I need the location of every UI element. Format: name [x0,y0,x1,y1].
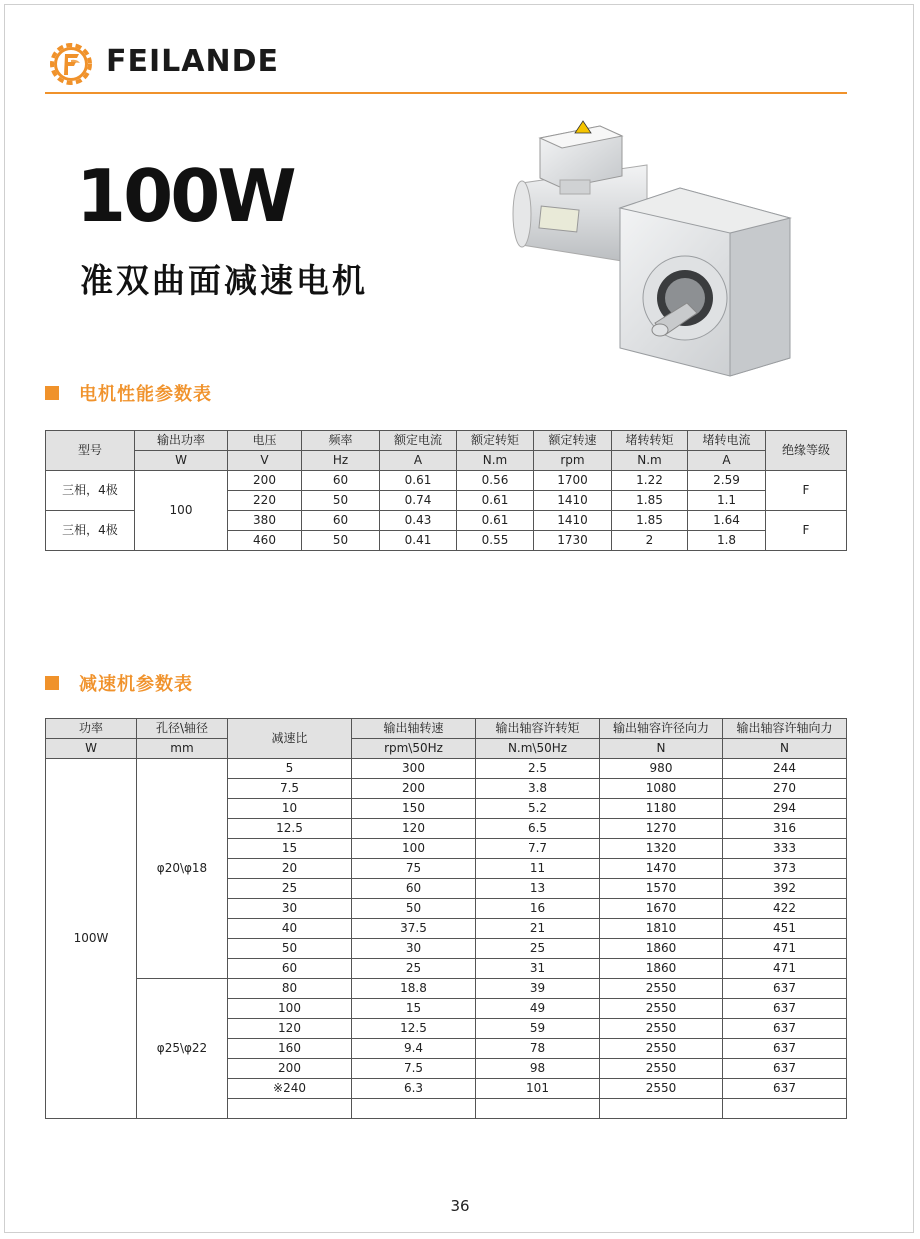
table-cell: 20 [228,859,352,879]
table-cell: 0.56 [457,471,534,491]
table-cell: 0.74 [380,491,457,511]
header-cell: 输出轴容许轴向力 [723,719,847,739]
table-cell: 2550 [600,999,723,1019]
table-cell: 39 [476,979,600,999]
header-cell: 堵转电流 [688,431,766,451]
table-cell: 2550 [600,1079,723,1099]
table-cell: 460 [228,531,302,551]
page-number: 36 [450,1197,470,1215]
table-cell: 50 [302,531,380,551]
table-cell: 2550 [600,979,723,999]
table-cell: 18.8 [352,979,476,999]
table-cell: 1410 [534,511,612,531]
power-cell: 100 [135,471,228,551]
brand-name: FEILANDE [106,44,279,79]
table-cell: 270 [723,779,847,799]
model-cell: 三相，4极 [46,471,135,511]
table-cell: 1570 [600,879,723,899]
table-cell: 637 [723,999,847,1019]
insulation-cell: F [766,511,847,551]
table-cell: 1810 [600,919,723,939]
table-cell: 7.5 [352,1059,476,1079]
table-cell: 7.5 [228,779,352,799]
table-header-row [46,719,847,739]
table-cell: 120 [228,1019,352,1039]
table-cell: 1.64 [688,511,766,531]
header-unit-cell: rpm\50Hz [352,739,476,759]
table-cell: 220 [228,491,302,511]
header-cell: 功率 [46,719,137,739]
table-cell: 80 [228,979,352,999]
table-cell: 1410 [534,491,612,511]
table-cell: 2 [612,531,688,551]
table-cell: 373 [723,859,847,879]
header-unit-cell: W [135,451,228,471]
table-cell: 637 [723,1059,847,1079]
table-cell: 15 [228,839,352,859]
table-cell: 471 [723,959,847,979]
header-cell: 输出功率 [135,431,228,451]
table-header-row [46,431,847,451]
header-cell: 额定电流 [380,431,457,451]
table-cell: 637 [723,979,847,999]
header-unit-cell: mm [137,739,228,759]
table-cell: 0.61 [380,471,457,491]
table-cell: 49 [476,999,600,1019]
table-cell: 25 [352,959,476,979]
table-cell: 15 [352,999,476,1019]
table-cell: 12.5 [352,1019,476,1039]
table-cell: 78 [476,1039,600,1059]
section-title: 电机性能参数表 [79,384,212,405]
table-cell: 75 [352,859,476,879]
table-cell: 37.5 [352,919,476,939]
table-cell: 1.1 [688,491,766,511]
table-cell [352,1099,476,1119]
table-cell: 1470 [600,859,723,879]
table-header-row [46,451,847,471]
bore-cell: φ25\φ22 [137,979,228,1119]
table-cell: 25 [228,879,352,899]
table-row [46,471,847,491]
table-cell: 101 [476,1079,600,1099]
table-cell [476,1099,600,1119]
header-unit-cell: A [688,451,766,471]
table-cell: 0.61 [457,491,534,511]
table-cell: 16 [476,899,600,919]
header-unit-cell: W [46,739,137,759]
table-cell: ※240 [228,1079,352,1099]
header-unit-cell: rpm [534,451,612,471]
table-cell: 1670 [600,899,723,919]
table-cell: 200 [228,471,302,491]
table-cell: 380 [228,511,302,531]
table-header-row [46,739,847,759]
table-cell: 6.5 [476,819,600,839]
table-cell: 1080 [600,779,723,799]
table-cell: 637 [723,1019,847,1039]
section-reducer-params [45,670,193,696]
table-cell: 1.85 [612,511,688,531]
table-cell [228,1099,352,1119]
motor-performance-table [45,430,847,551]
table-cell: 6.3 [352,1079,476,1099]
header-unit-cell: Hz [302,451,380,471]
table-cell: 1860 [600,939,723,959]
table-cell: 60 [228,959,352,979]
header-cell: 额定转速 [534,431,612,451]
header-cell: 电压 [228,431,302,451]
table-cell: 2550 [600,1039,723,1059]
table-cell: 7.7 [476,839,600,859]
table-cell: 98 [476,1059,600,1079]
table-cell: 10 [228,799,352,819]
header-cell: 频率 [302,431,380,451]
table-cell: 2.59 [688,471,766,491]
table-cell: 21 [476,919,600,939]
model-cell: 三相，4极 [46,511,135,551]
table-cell: 40 [228,919,352,939]
table-cell: 2550 [600,1019,723,1039]
table-cell: 1270 [600,819,723,839]
table-cell: 333 [723,839,847,859]
page-subtitle: 准双曲面减速电机 [80,261,368,300]
table-cell [723,1099,847,1119]
table-cell: 50 [302,491,380,511]
table-cell: 200 [228,1059,352,1079]
table-cell: 11 [476,859,600,879]
header-cell: 绝缘等级 [766,431,847,471]
header-cell: 减速比 [228,719,352,759]
table-cell: 0.61 [457,511,534,531]
table-row [46,759,847,779]
gear-f-logo-icon [45,38,97,90]
header-cell: 型号 [46,431,135,471]
orange-square-icon [45,386,59,400]
table-cell: 422 [723,899,847,919]
table-cell: 294 [723,799,847,819]
header-cell: 堵转转矩 [612,431,688,451]
table-cell: 980 [600,759,723,779]
table-cell: 50 [228,939,352,959]
table-cell: 100 [228,999,352,1019]
table-cell: 3.8 [476,779,600,799]
table-cell: 2.5 [476,759,600,779]
table-cell: 300 [352,759,476,779]
header-cell: 输出轴容许径向力 [600,719,723,739]
header-unit-cell: V [228,451,302,471]
table-cell: 1.8 [688,531,766,551]
table-cell: 637 [723,1039,847,1059]
orange-square-icon [45,676,59,690]
table-cell: 12.5 [228,819,352,839]
header-unit-cell: N [600,739,723,759]
header-unit-cell: N.m [612,451,688,471]
table-cell: 1180 [600,799,723,819]
header-cell: 输出轴容许转矩 [476,719,600,739]
header-cell: 输出轴转速 [352,719,476,739]
table-cell: 31 [476,959,600,979]
table-row [46,979,847,999]
table-cell: 244 [723,759,847,779]
table-cell: 160 [228,1039,352,1059]
section-motor-performance [45,380,212,406]
header-unit-cell: N [723,739,847,759]
section-title: 减速机参数表 [79,674,193,695]
table-cell: 150 [352,799,476,819]
table-cell: 60 [302,511,380,531]
table-cell: 316 [723,819,847,839]
table-cell: 25 [476,939,600,959]
header-unit-cell: A [380,451,457,471]
table-cell: 200 [352,779,476,799]
table-cell: 1860 [600,959,723,979]
table-cell: 637 [723,1079,847,1099]
table-cell: 100 [352,839,476,859]
table-cell: 30 [228,899,352,919]
table-cell: 50 [352,899,476,919]
table-cell: 471 [723,939,847,959]
power-cell: 100W [46,759,137,1119]
bore-cell: φ20\φ18 [137,759,228,979]
table-cell: 1320 [600,839,723,859]
table-cell: 60 [352,879,476,899]
header-divider [45,92,847,94]
header-unit-cell: N.m [457,451,534,471]
insulation-cell: F [766,471,847,511]
reducer-params-table [45,718,847,1119]
table-cell: 451 [723,919,847,939]
table-cell: 5.2 [476,799,600,819]
header-cell: 额定转矩 [457,431,534,451]
table-cell: 1730 [534,531,612,551]
table-cell: 0.55 [457,531,534,551]
table-cell: 1.22 [612,471,688,491]
header-cell: 孔径\轴径 [137,719,228,739]
table-cell: 2550 [600,1059,723,1079]
table-cell: 30 [352,939,476,959]
table-cell: 1700 [534,471,612,491]
table-cell: 1.85 [612,491,688,511]
page-title: 100W [76,154,294,238]
table-cell: 0.43 [380,511,457,531]
table-cell: 0.41 [380,531,457,551]
table-cell: 120 [352,819,476,839]
table-cell: 13 [476,879,600,899]
table-cell: 60 [302,471,380,491]
table-cell: 59 [476,1019,600,1039]
header-unit-cell: N.m\50Hz [476,739,600,759]
gear-motor-image [500,108,830,378]
table-cell: 5 [228,759,352,779]
table-cell: 9.4 [352,1039,476,1059]
table-cell [600,1099,723,1119]
table-cell: 392 [723,879,847,899]
